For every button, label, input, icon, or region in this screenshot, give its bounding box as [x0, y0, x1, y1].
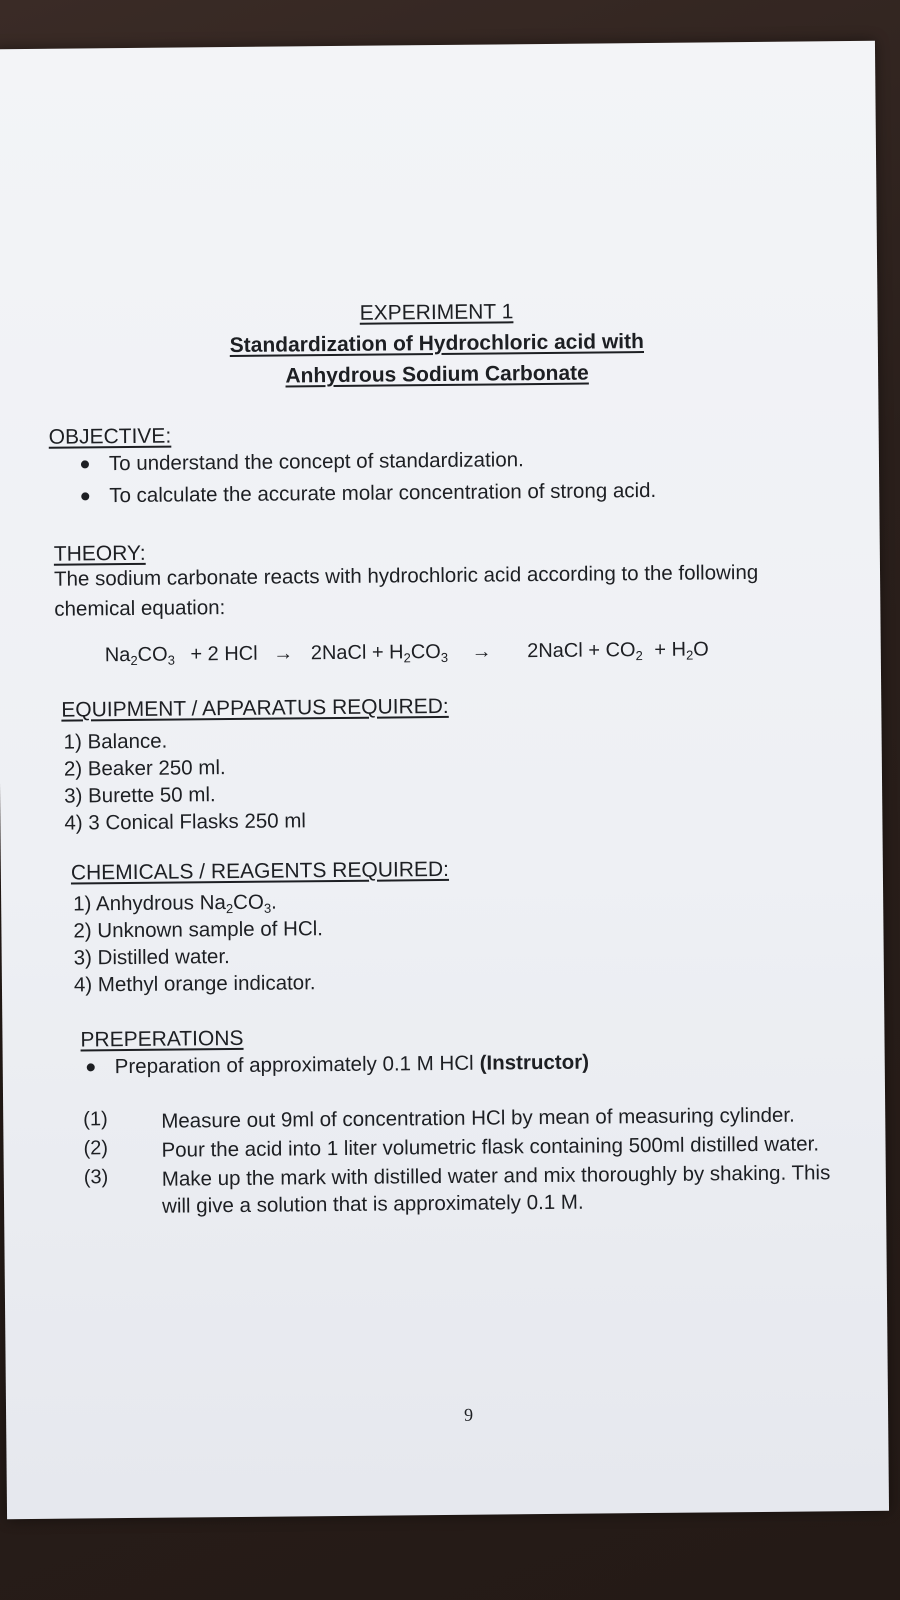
preparation-item	[87, 1048, 590, 1083]
experiment-number: EXPERIMENT 1	[359, 300, 514, 325]
reaction-arrow-icon: →	[273, 642, 294, 665]
chemical-item: 2) Unknown sample of HCl.	[73, 917, 324, 943]
chemical-item: 3) Distilled water.	[73, 945, 230, 970]
equipment-item: 3) Burette 50 ml.	[64, 783, 216, 808]
theory-heading: THEORY:	[53, 541, 146, 566]
step-number: (1)	[83, 1108, 108, 1131]
eq-term: O	[693, 638, 709, 661]
step-number: (3)	[83, 1166, 109, 1189]
eq-term: 2NaCl + H	[310, 641, 404, 665]
equipment-list	[63, 726, 306, 836]
chemical-item-text: .	[270, 890, 277, 914]
chemicals-heading: CHEMICALS / REAGENTS REQUIRED:	[70, 857, 450, 885]
step-text: Measure out 9ml of concentration HCl by mean of measuring cylinder.	[161, 1103, 795, 1133]
eq-subscript: 2	[130, 652, 138, 668]
equipment-item: 1) Balance.	[63, 729, 168, 754]
chemical-item: 4) Methyl orange indicator.	[73, 971, 316, 997]
preparation-item-role: (Instructor)	[479, 1050, 590, 1075]
chemical-item-text: CO	[232, 890, 264, 915]
page-number: 9	[463, 1404, 474, 1425]
step-row	[84, 1159, 842, 1220]
experiment-title-line-2: Anhydrous Sodium Carbonate	[285, 361, 589, 388]
chemical-item-text: 1) Anhydrous Na	[73, 891, 226, 916]
experiment-title-line-1: Standardization of Hydrochloric acid with	[229, 330, 645, 358]
chemicals-list	[73, 888, 324, 998]
objective-item-text: To understand the concept of standardization.	[108, 448, 524, 476]
preparations-bullet	[87, 1048, 590, 1083]
bullet-icon	[81, 460, 89, 468]
step-number: (2)	[83, 1137, 109, 1160]
objective-list	[81, 444, 657, 512]
eq-subscript: 2	[685, 647, 694, 663]
equipment-item: 2) Beaker 250 ml.	[63, 756, 226, 781]
eq-subscript: 2	[225, 901, 234, 917]
bullet-icon	[81, 492, 89, 500]
objective-item-text: To calculate the accurate molar concentration of strong acid.	[109, 478, 657, 508]
preparations-heading: PREPERATIONS	[80, 1026, 244, 1052]
eq-term: + 2 HCl	[190, 642, 258, 666]
eq-term: + H	[654, 638, 687, 661]
objective-heading: OBJECTIVE:	[48, 424, 172, 449]
step-text: Make up the mark with distilled water and mix thoroughly by shaking. This will give a solution that is approximately 0.1 M.	[161, 1161, 831, 1218]
objective-item	[81, 444, 656, 480]
chemical-item	[73, 888, 323, 917]
title-block	[0, 293, 878, 394]
theory-text: The sodium carbonate reacts with hydrochloric acid according to the following chemical equation:	[53, 560, 759, 621]
eq-subscript: 3	[263, 900, 272, 916]
preparation-steps	[83, 1101, 842, 1220]
chemical-equation	[105, 638, 709, 667]
eq-term: Na	[104, 643, 131, 667]
reaction-arrow-icon: →	[471, 640, 492, 663]
equipment-item: 4) 3 Conical Flasks 250 ml	[64, 809, 307, 835]
eq-term: CO	[137, 643, 168, 666]
eq-subscript: 3	[440, 649, 449, 665]
equipment-heading: EQUIPMENT / APPARATUS REQUIRED:	[61, 694, 449, 722]
eq-term: 2NaCl + CO	[527, 639, 636, 663]
objective-item	[81, 476, 656, 512]
document-page	[0, 41, 889, 1519]
step-text: Pour the acid into 1 liter volumetric flask containing 500ml distilled water.	[161, 1132, 820, 1162]
eq-subscript: 2	[403, 650, 411, 666]
bullet-icon	[87, 1063, 95, 1071]
preparation-item-text: Preparation of approximately 0.1 M HCl	[114, 1051, 474, 1079]
eq-subscript: 3	[167, 652, 175, 668]
eq-subscript: 2	[635, 648, 643, 664]
eq-term: CO	[410, 640, 441, 664]
